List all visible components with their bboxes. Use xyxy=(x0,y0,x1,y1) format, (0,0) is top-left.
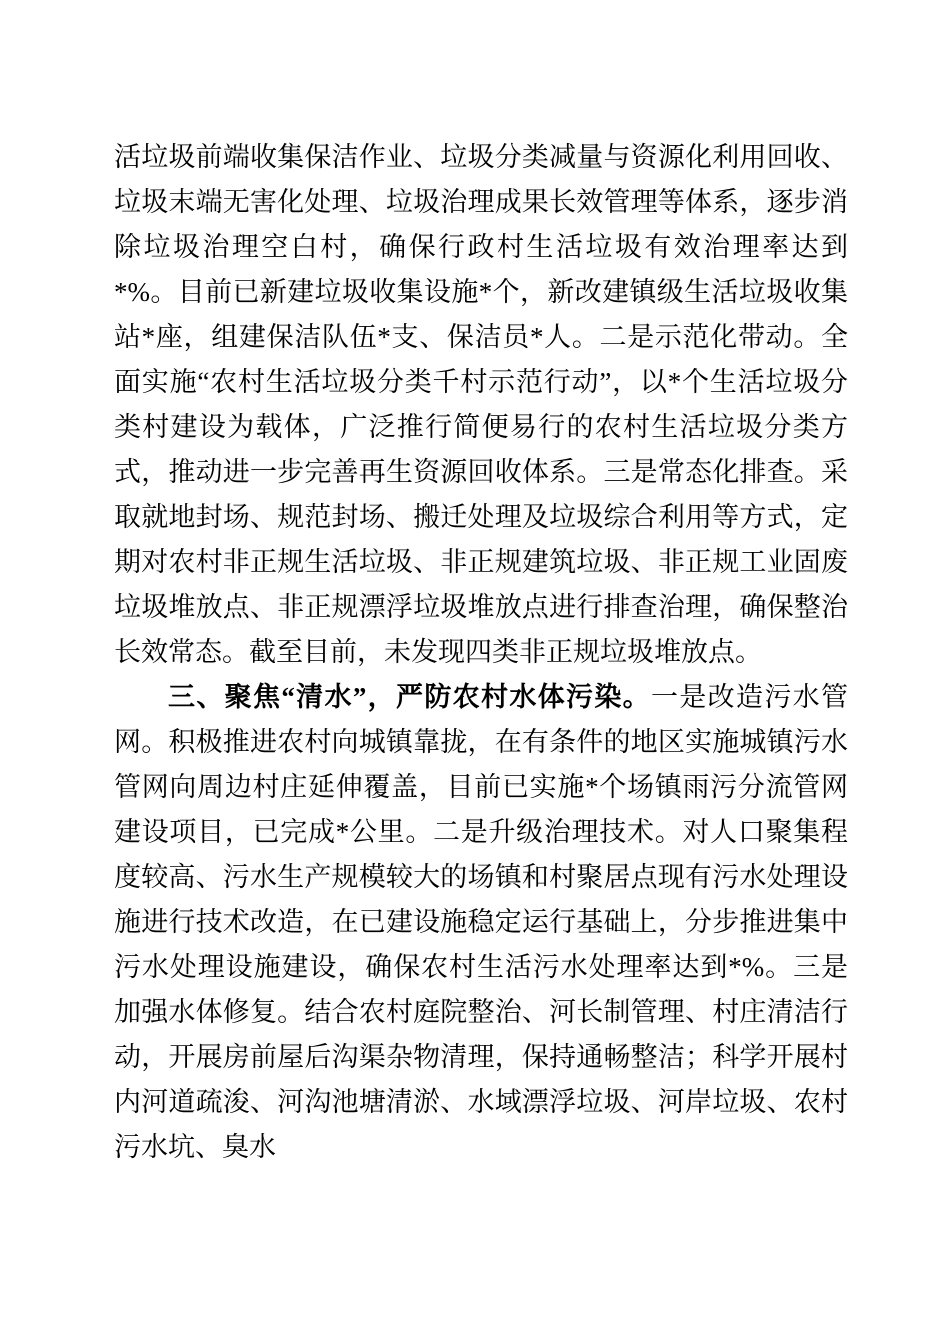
paragraph-heading-run: 三、聚焦“清水”，严防农村水体污染。 xyxy=(168,682,651,712)
paragraph-text-run: 活垃圾前端收集保洁作业、垃圾分类减量与资源化利用回收、垃圾末端无害化处理、垃圾治理成果长效管理等体系，逐步消除垃圾治理空白村，确保行政村生活垃圾有效治理率达到*%。目前已新建垃圾收集设施*个，新改建镇级生活垃圾收集站*座，组建保洁队伍*支、保洁员*人。二是示范化带动。全面实施“农村生活垃圾分类千村示范行动”，以*个生活垃圾分类村建设为载体，广泛推行简便易行的农村生活垃圾分类方式，推动进一步完善再生资源回收体系。三是常态化排查。采取就地封场、规范封场、搬迁处理及垃圾综合利用等方式，定期对农村非正规生活垃圾、非正规建筑垃圾、非正规工业固废垃圾堆放点、非正规漂浮垃圾堆放点进行排查治理，确保整治长效常态。截至目前，未发现四类非正规垃圾堆放点。 xyxy=(114,142,848,667)
document-body xyxy=(114,135,848,1170)
paragraph xyxy=(114,675,848,1170)
paragraph-text-run: 一是改造污水管网。积极推进农村向城镇靠拢，在有条件的地区实施城镇污水管网向周边村庄延伸覆盖，目前已实施*个场镇雨污分流管网建设项目，已完成*公里。二是升级治理技术。对人口聚集程度较高、污水生产规模较大的场镇和村聚居点现有污水处理设施进行技术改造，在已建设施稳定运行基础上，分步推进集中污水处理设施建设，确保农村生活污水处理率达到*%。三是加强水体修复。结合农村庭院整治、河长制管理、村庄清洁行动，开展房前屋后沟渠杂物清理，保持通畅整洁；科学开展村内河道疏浚、河沟池塘清淤、水域漂浮垃圾、河岸垃圾、农村污水坑、臭水 xyxy=(114,682,848,1162)
paragraph xyxy=(114,135,848,675)
